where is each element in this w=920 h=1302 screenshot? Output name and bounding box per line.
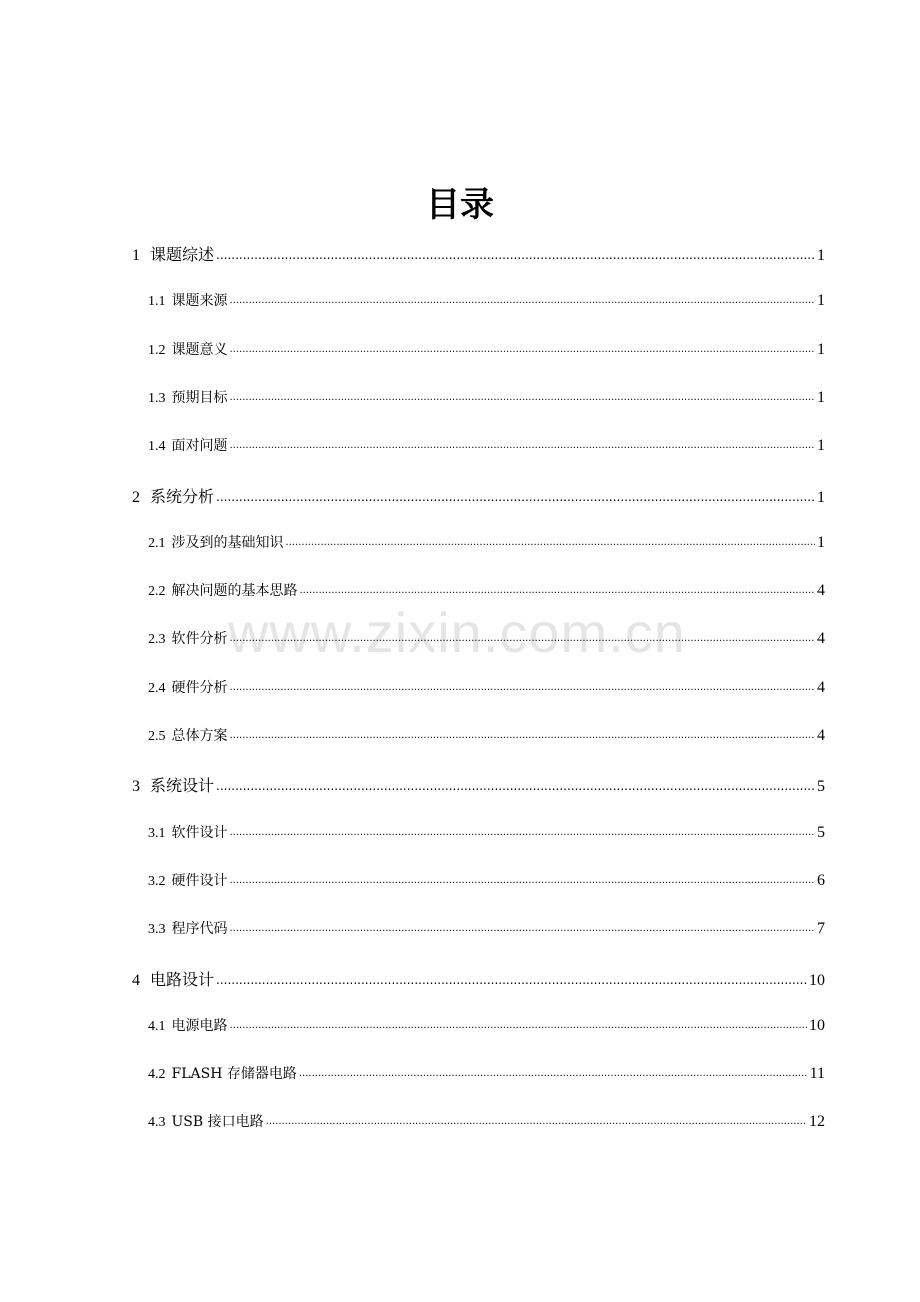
- toc-entry[interactable]: [132, 242, 825, 265]
- dot-leader: [230, 1016, 808, 1030]
- dot-leader: [230, 340, 816, 354]
- toc-entry-page: 4: [817, 582, 825, 600]
- toc-entry-label: 电源电路: [171, 1017, 228, 1034]
- toc-entry[interactable]: [148, 290, 825, 310]
- toc-entry-page: 4: [817, 678, 825, 696]
- dot-leader: [230, 823, 816, 837]
- toc-entry[interactable]: [148, 1063, 825, 1083]
- toc-entry-number: 2: [132, 488, 140, 506]
- toc-entry-label: 系统设计: [150, 776, 215, 796]
- toc-entry-page: 4: [817, 630, 825, 648]
- toc-entry-label: 课题综述: [150, 245, 215, 264]
- toc-entry-label: 硬件设计: [171, 872, 228, 889]
- toc-entry[interactable]: [148, 1111, 825, 1131]
- toc-entry[interactable]: [148, 725, 825, 745]
- toc-entry-page: 1: [817, 533, 825, 551]
- toc-entry[interactable]: [148, 1015, 825, 1035]
- toc-entry-number: 1: [132, 247, 140, 264]
- dot-leader: [230, 436, 816, 450]
- toc-entry-number: 2.2: [148, 584, 166, 600]
- dot-leader: [300, 581, 816, 595]
- toc-entry-page: 6: [817, 871, 825, 889]
- toc-entry-label: 预期目标: [171, 389, 228, 406]
- toc-entry-page: 1: [817, 292, 825, 310]
- toc-entry-number: 2.4: [148, 680, 166, 696]
- toc-entry-label: 课题意义: [171, 341, 228, 358]
- toc-entry-page: 11: [809, 1065, 825, 1083]
- toc-entry-page: 1: [817, 488, 825, 506]
- dot-leader: [216, 244, 815, 260]
- toc-entry[interactable]: [148, 435, 825, 455]
- dot-leader: [230, 726, 816, 740]
- toc-entry[interactable]: [148, 339, 825, 359]
- toc-entry-number: 1.4: [148, 439, 166, 455]
- toc-entry-label: 硬件分析: [171, 679, 228, 696]
- toc-entry-page: 1: [817, 388, 825, 406]
- toc-entry[interactable]: [148, 387, 825, 407]
- toc-entry-number: 2.1: [148, 535, 166, 551]
- dot-leader: [299, 1064, 808, 1078]
- toc-entry-page: 5: [817, 778, 825, 796]
- page-title: 目录: [426, 185, 494, 225]
- toc-entry-number: 3.3: [148, 922, 166, 938]
- toc-entry-page: 1: [817, 247, 825, 264]
- toc-entry-number: 4.2: [148, 1067, 166, 1083]
- toc-entry-number: 4.1: [148, 1018, 166, 1034]
- toc-entry-number: 1.1: [148, 294, 166, 310]
- toc-entry-label: 涉及到的基础知识: [171, 534, 284, 551]
- watermark: www.zixin.com.cn: [228, 601, 686, 664]
- dot-leader: [216, 486, 815, 502]
- dot-leader: [230, 919, 816, 933]
- toc-entry-page: 10: [809, 971, 825, 989]
- toc-entry-number: 2.3: [148, 632, 166, 648]
- toc-entry-label: USB 接口电路: [171, 1114, 264, 1131]
- toc-entry-label: FLASH 存储器电路: [171, 1066, 297, 1083]
- dot-leader: [230, 678, 816, 692]
- toc-entry-label: 软件分析: [171, 631, 228, 648]
- toc-entry-page: 7: [817, 920, 825, 938]
- toc-entry-page: 1: [817, 437, 825, 455]
- toc-entry[interactable]: [148, 532, 825, 552]
- toc-entry[interactable]: [148, 822, 825, 842]
- toc-entry-label: 电路设计: [150, 969, 215, 989]
- toc-entry-page: 5: [817, 823, 825, 841]
- dot-leader: [230, 871, 816, 885]
- toc-entry-label: 程序代码: [171, 921, 228, 938]
- toc-entry[interactable]: [148, 677, 825, 697]
- toc-entry[interactable]: [148, 628, 825, 648]
- toc-entry-label: 解决问题的基本思路: [171, 583, 298, 600]
- toc-entry[interactable]: [148, 580, 825, 600]
- toc-entry-page: 1: [817, 340, 825, 358]
- dot-leader: [216, 775, 815, 791]
- dot-leader: [216, 969, 807, 985]
- toc-entry-number: 3: [132, 778, 140, 796]
- toc-entry-label: 课题来源: [171, 293, 228, 310]
- dot-leader: [266, 1112, 807, 1126]
- toc-entry[interactable]: [132, 484, 825, 507]
- toc-entry-number: 1.3: [148, 390, 166, 406]
- toc-entry-number: 3.2: [148, 873, 166, 889]
- toc-entry-label: 总体方案: [171, 728, 228, 744]
- toc-entry[interactable]: [148, 918, 825, 938]
- toc-entry[interactable]: [148, 870, 825, 890]
- toc-entry-label: 系统分析: [150, 486, 215, 506]
- dot-leader: [230, 291, 816, 305]
- toc-entry-page: 10: [809, 1016, 825, 1034]
- toc-entry-number: 2.5: [148, 729, 166, 744]
- toc-entry[interactable]: [132, 967, 825, 990]
- dot-leader: [230, 629, 816, 643]
- dot-leader: [230, 388, 816, 402]
- dot-leader: [286, 533, 816, 547]
- toc-entry-page: 4: [817, 727, 825, 744]
- toc-entry-number: 4.3: [148, 1115, 166, 1131]
- toc-entry-label: 软件设计: [171, 824, 228, 841]
- toc-entry-number: 3.1: [148, 825, 166, 841]
- toc-entry-label: 面对问题: [171, 438, 228, 455]
- toc-entry-number: 1.2: [148, 342, 166, 358]
- toc-entry-page: 12: [809, 1113, 825, 1131]
- toc-entry-number: 4: [132, 971, 140, 989]
- toc-entry[interactable]: [132, 773, 825, 796]
